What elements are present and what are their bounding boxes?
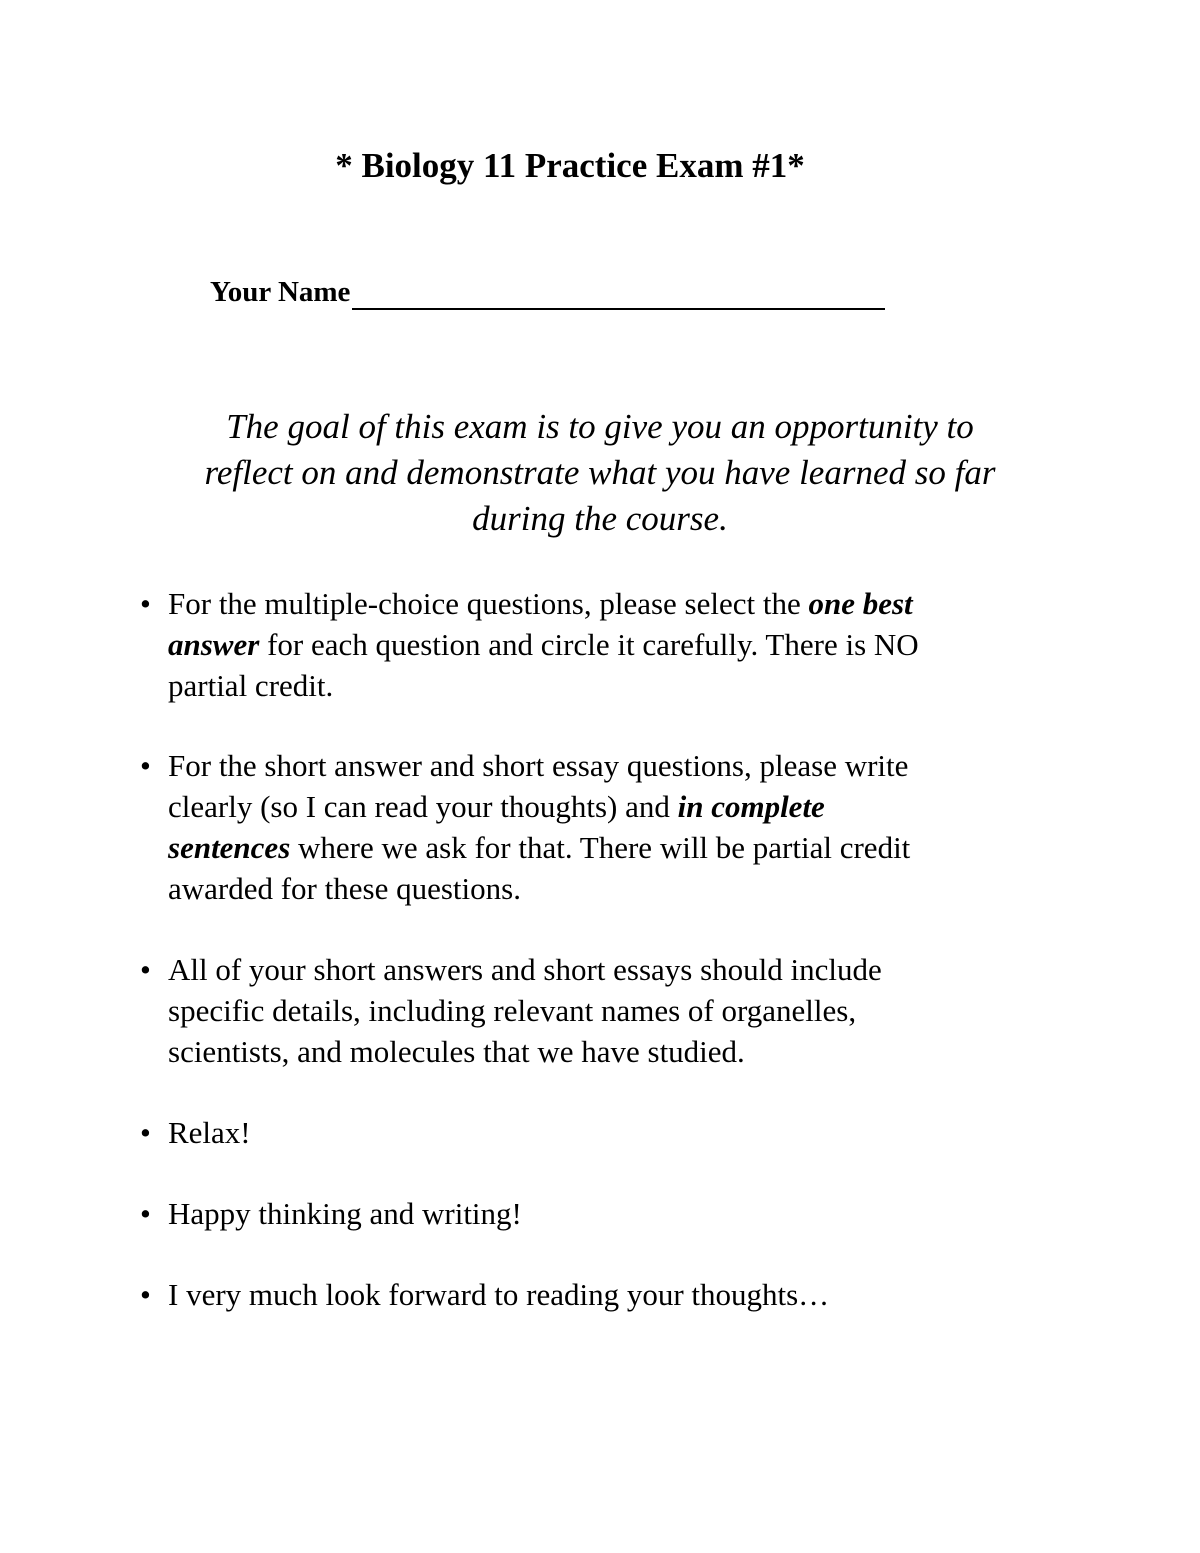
bullet-text: For the multiple-choice questions, please select the [168, 586, 809, 621]
bullet-line [168, 665, 1040, 706]
bullet-text: for each question and circle it carefully. There is NO [259, 627, 919, 662]
instruction-look-forward [140, 1274, 1040, 1315]
bullet-line [168, 786, 1040, 827]
bullet-dot: • [140, 1277, 151, 1312]
instruction-details [140, 949, 1040, 1072]
emphasis-text: in complete [677, 789, 825, 824]
bullet-dot: • [140, 952, 151, 987]
instruction-multiple-choice [140, 583, 1040, 706]
bullet-text: scientists, and molecules that we have studied. [168, 1034, 745, 1069]
bullet-dot: • [140, 586, 151, 621]
bullet-line [168, 583, 1040, 624]
bullet-text: awarded for these questions. [168, 871, 521, 906]
bullet-text: For the short answer and short essay questions, please write [168, 748, 909, 783]
bullet-line [168, 1112, 1040, 1153]
bullet-line [168, 868, 1040, 909]
bullet-line [168, 1031, 1040, 1072]
intro-line: reflect on and demonstrate what you have learned so far [204, 453, 996, 492]
bullet-line [168, 990, 1040, 1031]
bullet-dot: • [140, 1196, 151, 1231]
bullet-line [168, 745, 1040, 786]
bullet-line [168, 1193, 1040, 1234]
name-field-row [210, 274, 885, 310]
bullet-text: clearly (so I can read your thoughts) and [168, 789, 678, 824]
intro-line: The goal of this exam is to give you an opportunity to [226, 407, 974, 446]
instruction-short-answer [140, 745, 1040, 909]
bullet-text: specific details, including relevant names of organelles, [168, 993, 857, 1028]
emphasis-text: sentences [168, 830, 291, 865]
instruction-happy [140, 1193, 1040, 1234]
intro-paragraph [120, 404, 1080, 542]
bullet-line [168, 624, 1040, 665]
bullet-text: partial credit. [168, 668, 334, 703]
bullet-dot: • [140, 1115, 151, 1150]
name-label: Your Name [210, 276, 351, 308]
bullet-line [168, 1274, 1040, 1315]
bullet-text: where we ask for that. There will be partial credit [290, 830, 911, 865]
instruction-relax [140, 1112, 1040, 1153]
bullet-text: All of your short answers and short essays should include [168, 952, 882, 987]
intro-line: during the course. [472, 499, 728, 538]
bullet-line [168, 827, 1040, 868]
emphasis-text: one best [808, 586, 913, 621]
bullet-text: Happy thinking and writing! [168, 1196, 522, 1231]
bullet-text: I very much look forward to reading your thoughts… [168, 1277, 830, 1312]
name-blank-line[interactable] [352, 280, 885, 310]
bullet-text: Relax! [168, 1115, 251, 1150]
page-title: * Biology 11 Practice Exam #1* [335, 146, 805, 185]
bullet-dot: • [140, 748, 151, 783]
emphasis-text: answer [168, 627, 260, 662]
bullet-line [168, 949, 1040, 990]
